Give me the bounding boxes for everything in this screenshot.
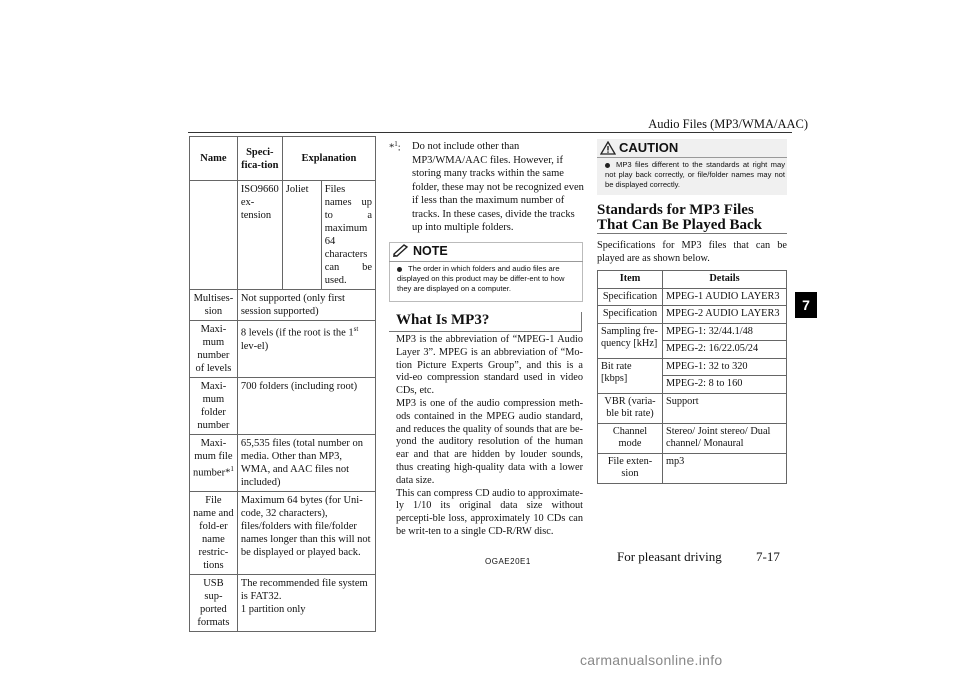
table-cell [190,181,238,290]
bullet-icon [605,163,610,168]
caution-heading [600,140,678,155]
row-name: Multises-sion [190,290,238,321]
row-name: Maxi-mum folder number [190,378,238,435]
row-item: File exten-sion [598,453,663,483]
footnote-mark [389,140,401,154]
table-row [190,575,376,632]
row-item: Specification [598,288,663,306]
table-row [598,393,787,423]
note-heading [392,244,448,258]
note-rule [389,261,583,262]
note-text: The order in which folders and audio files are displayed on this product may be differ-ent to how they are displayed on a computer. [397,264,565,293]
caution-rule [597,157,787,158]
mp3-standards-table [597,270,787,484]
page-number: 7-17 [756,549,780,564]
table-row [190,378,376,435]
row-explanation: 65,535 files (total number on media. Other than MP3, WMA, and AAC files not included) [237,435,375,492]
table-row [598,288,787,306]
superscript: 1 [394,140,398,148]
row-item: Channel mode [598,423,663,453]
table-row [598,323,787,341]
paragraph: MP3 is the abbreviation of “MPEG-1 Audio Layer 3”. MPEG is an abbreviation of “Mo-tion Picture Experts Group”, and this is a vid-eo compression standard used in video CDs, etc. [396,334,583,397]
note-body [397,264,579,294]
row-explanation [237,321,375,378]
table-row [190,435,376,492]
row-details: Support [663,393,787,423]
text: The recommended file system is FAT32. [240,578,368,602]
col-name-header: Name [190,137,238,181]
row-name: File name and fold-er name restric-tions [190,492,238,575]
section-title-what-is-mp3: What Is MP3? [396,312,490,328]
filesystem-table [189,136,376,632]
row-name: Maxi-mum number of levels [190,321,238,378]
table-cell: ISO9660 ex-tension [237,181,282,290]
row-explanation [237,575,375,632]
table-row [190,492,376,575]
footer-code: OGAE20E1 [485,557,531,566]
row-details: Stereo/ Joint stereo/ Dual channel/ Monaural [663,423,787,453]
row-item: Specification [598,306,663,324]
section-rule [389,331,582,332]
row-name: USB sup-ported formats [190,575,238,632]
row-explanation: 700 folders (including root) [237,378,375,435]
row-explanation: Maximum 64 bytes (for Uni-code, 32 characters), files/folders with file/folder names longer than this will not be displayed or played back. [237,492,375,575]
caution-body [605,160,785,190]
warning-triangle-icon [600,141,616,155]
row-details: MPEG-2: 8 to 160 [663,376,787,394]
text: * [389,142,395,154]
table-row [598,358,787,376]
row-item: Sampling fre-quency [kHz] [598,323,663,358]
table-row [598,423,787,453]
text: 8 levels (if the root is the 1 [240,327,354,339]
header-title: Audio Files (MP3/WMA/AAC) [648,117,808,131]
watermark: carmanualsonline.info [580,652,723,668]
text: Maxi-mum file number* [193,438,233,479]
row-explanation: Not supported (only first session supported) [237,290,375,321]
caution-title: CAUTION [619,140,679,155]
col-explanation-header: Explanation [282,137,375,181]
row-name [190,435,238,492]
table-cell: Files names up to a maximum 64 characters can be used. [321,181,375,290]
row-item: VBR (varia-ble bit rate) [598,393,663,423]
row-details: mp3 [663,453,787,483]
row-details: MPEG-2: 16/22.05/24 [663,341,787,359]
text: lev-el) [240,340,269,352]
table-row [598,306,787,324]
footnote-text: Do not include other than MP3/WMA/AAC files. However, if storing many tracks within the same folder, these may not be recognized even if less than the maximum number of tracks. In these cases, divide the tracks up into multiple folders. [412,141,584,233]
text: 1 partition only [240,604,306,615]
table-row [190,321,376,378]
row-details: MPEG-1: 32/44.1/48 [663,323,787,341]
note-pencil-icon [392,244,410,258]
row-details: MPEG-2 AUDIO LAYER3 [663,306,787,324]
section-rule [597,233,787,234]
col-spec-header: Speci-fica-tion [237,137,282,181]
section-title-standards: Standards for MP3 Files That Can Be Played Back [597,202,763,233]
section-rule-vertical [581,312,582,332]
paragraph: MP3 is one of the audio compression meth-ods contained in the MPEG audio standard, and reduces the quality of sounds that are be-yond the auditory resolution of the human ear and that are hidden by louder sounds, thus creating high-quality data with a lower data size. [396,397,583,486]
table-cell: Joliet [282,181,321,290]
row-item: Bit rate [kbps] [598,358,663,393]
text: : [397,142,401,154]
row-details: MPEG-1 AUDIO LAYER3 [663,288,787,306]
table-row [598,453,787,483]
row-details: MPEG-1: 32 to 320 [663,358,787,376]
paragraph: This can compress CD audio to approximate-ly 1/10 its original data size without percepti-ble loss, approximately 10 CDs can be writ-ten to a single CD-R/RW disc. [396,487,584,537]
footer-section: For pleasant driving [617,549,722,564]
caution-text: MP3 files different to the standards at right may not play back correctly, or file/folder names may not be displayed correctly. [605,160,785,189]
col-item-header: Item [598,271,663,289]
superscript: 1 [230,465,234,473]
mp3-description [396,334,583,539]
note-title: NOTE [413,244,448,258]
chapter-tab: 7 [795,292,817,318]
table-row [190,290,376,321]
header-rule [188,132,792,133]
col-details-header: Details [663,271,787,289]
standards-intro: Specifications for MP3 files that can be played are as shown below. [597,240,787,264]
bullet-icon [397,267,402,272]
superscript: st [353,325,359,333]
